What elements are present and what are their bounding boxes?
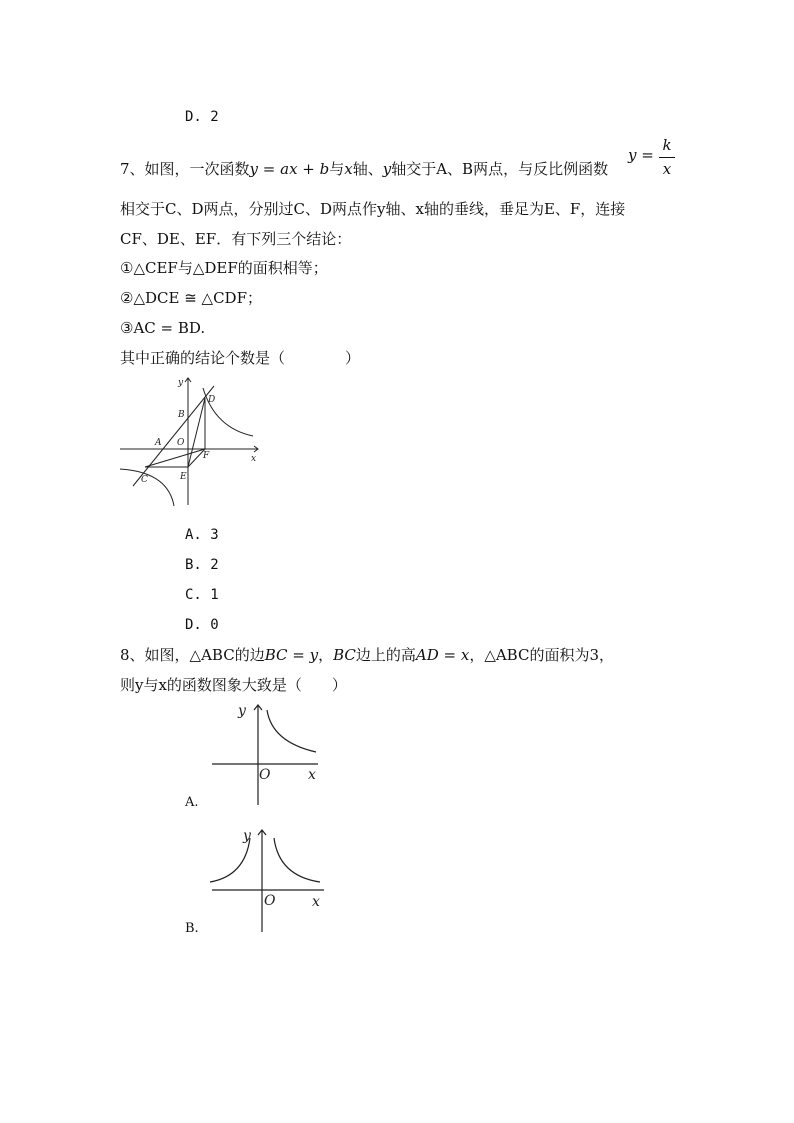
q7-line1-tail: 轴交于A、B两点，与反比例函数 <box>391 160 609 178</box>
q7-label-d: D <box>208 395 216 405</box>
q8-option-b[interactable]: B. <box>185 921 199 936</box>
q8b-label-x: x <box>312 894 320 910</box>
q8b-label-o: O <box>264 893 276 909</box>
q7-option-a[interactable]: A. 3 <box>185 527 219 543</box>
q8-line1-eq3: AD = x <box>415 646 470 664</box>
q8-line1-lead: 8、如图，△ABC的边 <box>120 646 265 664</box>
q8b-curve-right <box>274 838 320 882</box>
q7-line2: 相交于C、D两点，分别过C、D两点作y轴、x轴的垂线，垂足为E、F，连接 <box>120 200 626 218</box>
q7-line1-lead: 7、如图，一次函数 <box>120 160 250 178</box>
q7-label-b: B <box>178 410 185 420</box>
q7-label-o: O <box>177 438 185 448</box>
q7-label-e: E <box>180 472 187 482</box>
q8-line1-sep: ， <box>318 646 334 664</box>
q7-conclusion-3: ③AC = BD. <box>120 319 206 337</box>
q8-option-a[interactable]: A. <box>185 795 199 810</box>
q8-line1-eq1: BC = y <box>264 646 319 664</box>
q8a-label-y: y <box>238 703 246 719</box>
q7-option-c[interactable]: C. 1 <box>185 587 219 603</box>
q7-line1-x: x <box>344 160 353 178</box>
q7-label-y: y <box>178 378 184 388</box>
q7-line1-mid2: 轴、 <box>352 160 383 178</box>
q8-line1-mid: 边上的高 <box>355 646 416 664</box>
q8b-label-y: y <box>243 828 251 844</box>
q7-option-d[interactable]: D. 0 <box>185 617 219 633</box>
q8-line2: 则y与x的函数图象大致是（ ） <box>120 676 347 694</box>
q7-func-den: x <box>662 160 672 178</box>
q7-line1-y: y <box>382 160 392 178</box>
q7-option-b[interactable]: B. 2 <box>185 557 219 573</box>
q7-line3: CF、DE、EF．有下列三个结论： <box>120 230 352 248</box>
q8-line1-tail: ，△ABC的面积为3， <box>469 646 615 664</box>
q8-line1-eq2: BC <box>333 646 356 664</box>
q7-func-num: k <box>662 136 672 154</box>
q7-question: 其中正确的结论个数是（ ） <box>120 349 361 367</box>
q7-label-c: C <box>141 475 148 485</box>
q7-label-f: F <box>203 451 210 461</box>
prev-option-d: D. 2 <box>185 109 219 125</box>
q7-label-a: A <box>155 438 162 448</box>
q7-func-lhs: y = <box>628 146 654 164</box>
q7-conclusion-1: ①△CEF与△DEF的面积相等； <box>120 259 328 277</box>
q7-line1-eq: y = ax + b <box>249 160 330 178</box>
q8b-curve-left <box>210 838 250 882</box>
q8a-label-o: O <box>259 767 271 783</box>
q7-label-x: x <box>251 454 257 464</box>
q7-line1-mid: 与 <box>329 160 345 178</box>
q8a-label-x: x <box>308 767 316 783</box>
q7-conclusion-2: ②△DCE ≅ △CDF； <box>120 289 262 307</box>
